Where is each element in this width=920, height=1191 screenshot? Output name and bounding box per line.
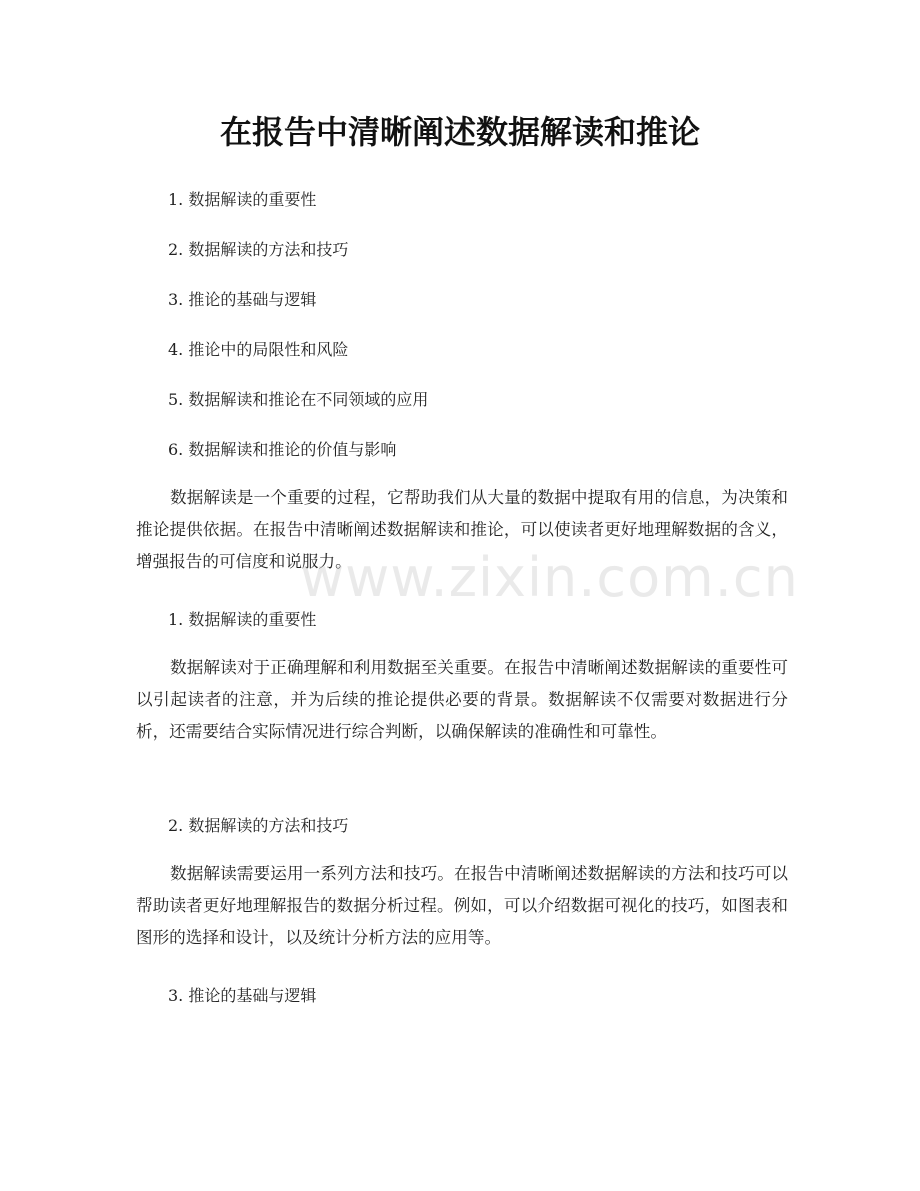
section-heading-3: 3. 推论的基础与逻辑 <box>168 986 317 1005</box>
toc-item-2: 2. 数据解读的方法和技巧 <box>168 240 349 259</box>
watermark: www.zixin.com.cn <box>300 546 799 609</box>
toc-item-6: 6. 数据解读和推论的价值与影响 <box>168 440 397 459</box>
toc-item-3: 3. 推论的基础与逻辑 <box>168 290 317 309</box>
intro-paragraph: 数据解读是一个重要的过程，它帮助我们从大量的数据中提取有用的信息，为决策和推论提供依据。在报告中清晰阐述数据解读和推论，可以使读者更好地理解数据的含义，增强报告的可信度和说服力。 <box>136 488 788 571</box>
document-title: 在报告中清晰阐述数据解读和推论 <box>219 113 700 151</box>
toc-item-4: 4. 推论中的局限性和风险 <box>168 340 349 359</box>
section-body-1: 数据解读对于正确理解和利用数据至关重要。在报告中清晰阐述数据解读的重要性可以引起读者的注意，并为后续的推论提供必要的背景。数据解读不仅需要对数据进行分析，还需要结合实际情况进行综合判断，以确保解读的准确性和可靠性。 <box>136 658 788 741</box>
section-heading-1: 1. 数据解读的重要性 <box>168 610 317 629</box>
section-body-2: 数据解读需要运用一系列方法和技巧。在报告中清晰阐述数据解读的方法和技巧可以帮助读者更好地理解报告的数据分析过程。例如，可以介绍数据可视化的技巧，如图表和图形的选择和设计，以及统计分析方法的应用等。 <box>136 864 788 947</box>
toc-item-1: 1. 数据解读的重要性 <box>168 190 317 209</box>
toc-item-5: 5. 数据解读和推论在不同领域的应用 <box>168 390 429 409</box>
section-heading-2: 2. 数据解读的方法和技巧 <box>168 816 349 835</box>
